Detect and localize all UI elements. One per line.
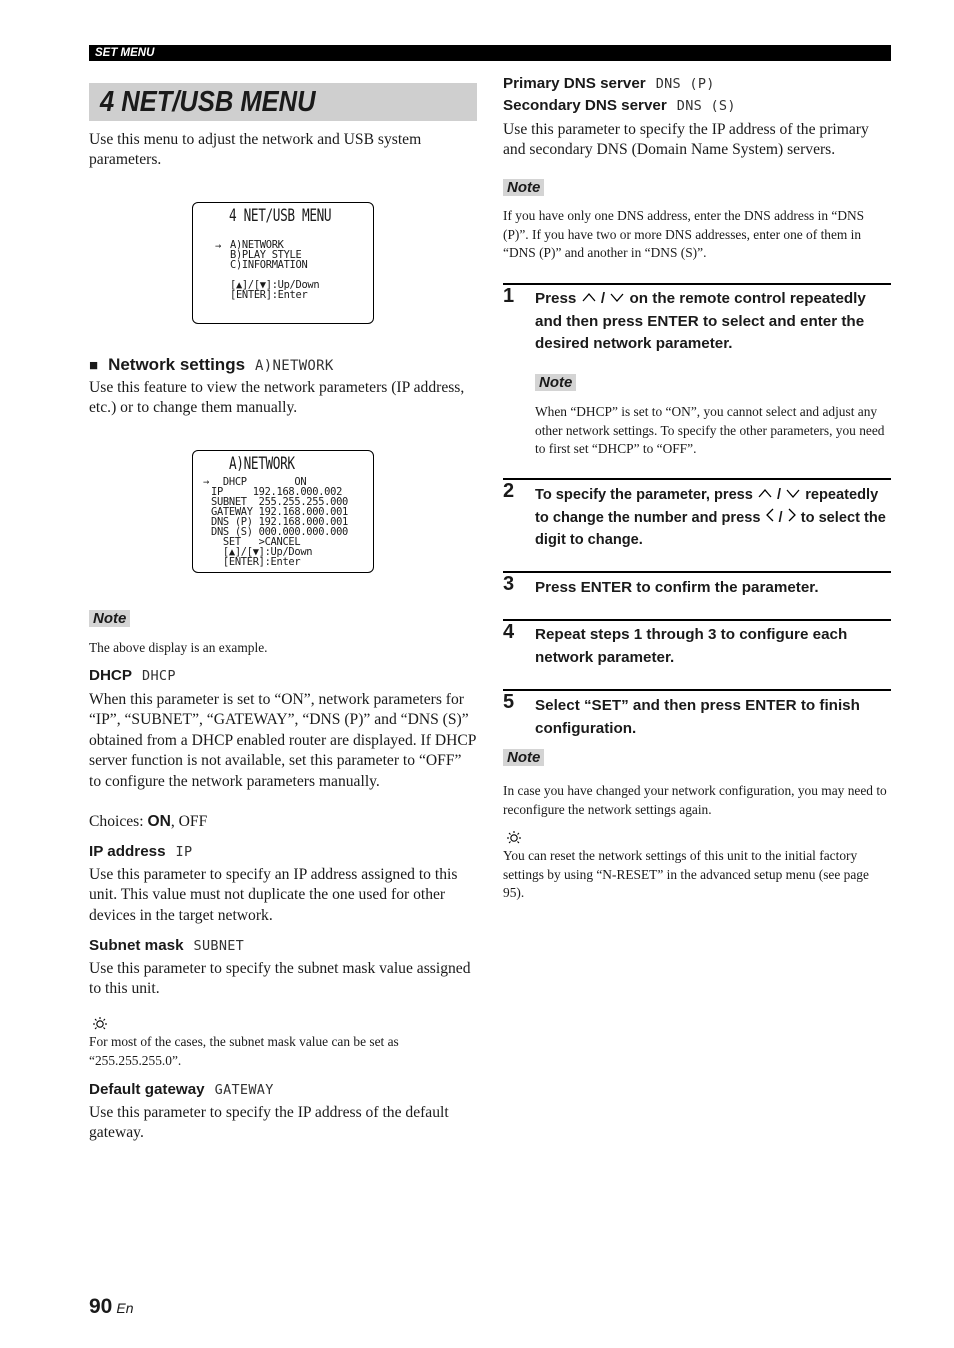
subnet-code: SUBNET (193, 938, 245, 954)
dns-text: Use this parameter to specify the IP address of the primary and secondary DNS (Domain Name System) servers. (503, 121, 869, 159)
dhcp-title: DHCP (89, 667, 133, 684)
final-tip-text: You can reset the network settings of this unit to the initial factory settings by using “N-RESET” in the advanced setup menu (see page 95). (503, 848, 869, 901)
lcd-line: DNS (S) 000.000.000.000 (211, 526, 348, 538)
lcd-network-display (192, 450, 374, 573)
step-divider (503, 689, 891, 691)
step-2-text-a: To specify the parameter, press (535, 487, 753, 503)
dns-secondary-code: DNS (S) (676, 98, 736, 114)
lightbulb-tip-icon (503, 830, 525, 846)
subnet-title: Subnet mask (89, 937, 184, 954)
step-1-text-b: on the remote control repeatedly and then press ENTER to select and enter the desired network parameter. (535, 290, 866, 352)
dns-primary-heading (503, 75, 715, 93)
gateway-title: Default gateway (89, 1081, 205, 1098)
dns-secondary-title: Secondary DNS server (503, 97, 667, 114)
cursor-down-icon (785, 487, 801, 499)
square-bullet-icon: ■ (89, 357, 99, 374)
step-1-note-text: When “DHCP” is set to “ON”, you cannot select and adjust any other network settings. To specify the other parameters, you need to first set “DHCP” to “OFF”. (535, 404, 885, 457)
ip-title: IP address (89, 843, 166, 860)
lcd-line: GATEWAY 192.168.000.001 (211, 506, 348, 518)
dns-secondary-heading (503, 97, 736, 115)
note-label: Note (503, 179, 544, 196)
dhcp-heading (89, 667, 176, 685)
lcd-line: [ENTER]:Enter (230, 289, 308, 301)
cursor-left-icon (765, 508, 775, 522)
step-divider (503, 571, 891, 573)
step-2-text-c: to select the digit to change. (535, 509, 886, 548)
subnet-tip-text: For most of the cases, the subnet mask value can be set as “255.255.255.0”. (89, 1034, 399, 1068)
page-number: 90 (89, 1295, 113, 1318)
step-2-text: To specify the parameter, press / repeatedly to change the number and press / to select the digit to change. (535, 487, 886, 548)
section-label: SET MENU (95, 47, 155, 59)
step-number: 3 (503, 573, 515, 595)
step-1-text: Press / on the remote control repeatedly and then press ENTER to select and enter the desired network parameter. (535, 290, 866, 352)
dhcp-choices (89, 812, 477, 832)
step-number: 1 (503, 285, 515, 307)
dhcp-text: When this parameter is set to “ON”, network parameters for “IP”, “SUBNET”, “GATEWAY”, “DNS (P)” and “DNS (S)” obtained from a DHCP enabled router are displayed. If DHCP server function is not available, set this parameter to “OFF” to configure the network parameters manually. (89, 691, 476, 790)
lcd-line: DNS (P) 192.168.000.001 (211, 516, 348, 528)
network-settings-code: A)NETWORK (255, 358, 334, 374)
subnet-text: Use this parameter to specify the subnet mask value assigned to this unit. (89, 960, 471, 998)
page-footer (89, 1295, 133, 1319)
lcd-line: A)NETWORK (230, 239, 284, 251)
step-4-text: Repeat steps 1 through 3 to configure each network parameter. (535, 626, 848, 666)
note-label: Note (89, 610, 130, 627)
step-number: 5 (503, 691, 515, 713)
step-1-text-a: Press (535, 290, 577, 307)
lcd-line: SET >CANCEL (211, 536, 301, 548)
lcd-line: IP 192.168.000.002 (211, 486, 343, 498)
network-settings-title: Network settings (108, 355, 246, 374)
step-divider (503, 478, 891, 480)
gateway-code: GATEWAY (214, 1082, 274, 1098)
page-title: 4 NET/USB MENU (100, 86, 316, 118)
dns-note-text: If you have only one DNS address, enter the DNS address in “DNS (P)”. If you have two or more DNS addresses, enter one of them in “DNS (P)” and another in “DNS (S)”. (503, 208, 865, 261)
lcd-line: [▲]/[▼]:Up/Down (211, 546, 313, 558)
note-badge (89, 608, 130, 630)
choices-label: Choices: (89, 813, 144, 830)
cursor-up-icon (581, 291, 597, 303)
network-settings-text: Use this feature to view the network parameters (IP address, etc.) or to change them manually. (89, 379, 465, 417)
network-settings-heading (89, 355, 334, 375)
choice-default: ON (147, 813, 171, 830)
step-3-text: Press ENTER to confirm the parameter. (535, 579, 819, 596)
lcd-line: [ENTER]:Enter (211, 556, 301, 568)
note-label: Note (503, 749, 544, 766)
note-badge (503, 177, 544, 199)
lcd-cursor-arrow: → (203, 476, 209, 488)
step-divider (503, 619, 891, 621)
lcd-line: DHCP ON (211, 476, 307, 488)
section-header-bar (89, 45, 891, 61)
page-language: En (116, 1300, 134, 1316)
intro-text: Use this menu to adjust the network and USB system parameters. (89, 131, 422, 169)
lcd-line: SUBNET 255.255.255.000 (211, 496, 348, 508)
note-label: Note (535, 374, 576, 391)
step-5-text: Select “SET” and then press ENTER to finish configuration. (535, 697, 860, 737)
lightbulb-tip-icon (89, 1016, 111, 1032)
final-note-text: In case you have changed your network configuration, you may need to reconfigure the network settings again. (503, 783, 887, 817)
ip-code: IP (175, 844, 193, 860)
ip-heading (89, 843, 192, 861)
step-divider (503, 283, 891, 285)
dhcp-code: DHCP (142, 668, 176, 684)
lcd-line: [▲]/[▼]:Up/Down (230, 279, 320, 291)
lcd-line: C)INFORMATION (230, 259, 308, 271)
cursor-up-icon (757, 487, 773, 499)
dns-primary-code: DNS (P) (655, 76, 715, 92)
note-text: The above display is an example. (89, 640, 268, 655)
step-number: 4 (503, 621, 515, 643)
dns-primary-title: Primary DNS server (503, 75, 646, 92)
subnet-heading (89, 937, 244, 955)
lcd-menu-display (192, 202, 374, 324)
step-2-text-b: repeatedly to change the number and press (535, 487, 879, 526)
lcd-network-title: A)NETWORK (229, 454, 295, 474)
step-number: 2 (503, 480, 515, 502)
note-badge (535, 372, 576, 394)
page-title-band (89, 83, 477, 121)
gateway-text: Use this parameter to specify the IP address of the default gateway. (89, 1104, 449, 1142)
lcd-cursor-arrow: → (215, 240, 221, 252)
gateway-heading (89, 1081, 274, 1099)
note-badge (503, 747, 544, 769)
cursor-down-icon (609, 291, 625, 303)
cursor-right-icon (787, 508, 797, 522)
lcd-menu-title: 4 NET/USB MENU (229, 206, 332, 226)
lcd-line: B)PLAY STYLE (230, 249, 302, 261)
ip-text: Use this parameter to specify an IP address assigned to this unit. This value must not duplicate the one used for other devices in the target network. (89, 866, 458, 924)
choice-other: , OFF (170, 813, 208, 830)
